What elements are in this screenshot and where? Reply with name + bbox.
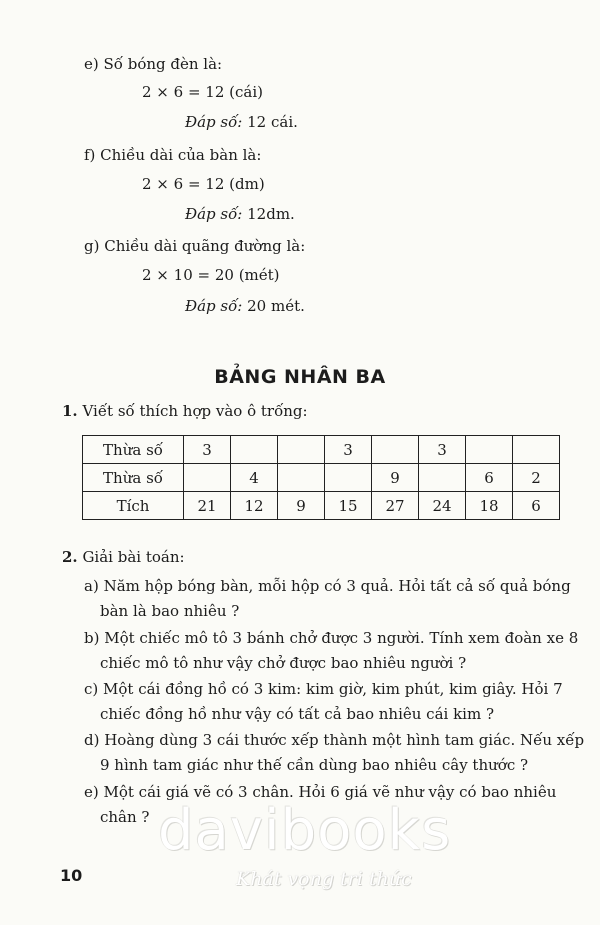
- answer-value: 12dm.: [247, 205, 295, 223]
- watermark-brand: davibooks: [158, 798, 452, 863]
- empty-cell[interactable]: [278, 436, 325, 464]
- section-title: BẢNG NHÂN BA: [214, 366, 386, 388]
- solution-f-label: f) Chiều dài của bàn là:: [84, 146, 262, 164]
- page-number: 10: [60, 866, 83, 885]
- problem-c: [84, 677, 584, 727]
- empty-cell[interactable]: [372, 436, 419, 464]
- problem-d: [84, 728, 584, 778]
- table-cell: 9: [372, 464, 419, 492]
- problem-line: 9 hình tam giác như thế cần dùng bao nhiêu cây thước ?: [100, 756, 529, 774]
- table-cell: 27: [372, 492, 419, 520]
- answer-value: 20 mét.: [247, 297, 305, 315]
- empty-cell[interactable]: [231, 436, 278, 464]
- solution-f-calc: 2 × 6 = 12 (dm): [142, 175, 265, 193]
- table-cell: 9: [278, 492, 325, 520]
- solution-f-answer: [185, 205, 295, 223]
- exercise-1-text: Viết số thích hợp vào ô trống:: [82, 402, 308, 420]
- answer-label: Đáp số:: [185, 113, 243, 131]
- problem-a: [84, 574, 584, 624]
- problem-line: d) Hoàng dùng 3 cái thước xếp thành một hình tam giác. Nếu xếp: [84, 731, 585, 749]
- problem-line: chân ?: [100, 808, 150, 826]
- row-header: Tích: [83, 492, 184, 520]
- answer-value: 12 cái.: [247, 113, 298, 131]
- empty-cell[interactable]: [466, 436, 513, 464]
- solution-e-calc: 2 × 6 = 12 (cái): [142, 83, 263, 101]
- problem-line: a) Năm hộp bóng bàn, mỗi hộp có 3 quả. Hỏi tất cả số quả bóng: [84, 577, 571, 595]
- empty-cell[interactable]: [513, 436, 560, 464]
- table-cell: 2: [513, 464, 560, 492]
- table-cell: 3: [325, 436, 372, 464]
- table-cell: 4: [231, 464, 278, 492]
- table-cell: 21: [184, 492, 231, 520]
- table-cell: 18: [466, 492, 513, 520]
- exercise-1-number: 1.: [62, 402, 78, 420]
- empty-cell[interactable]: [419, 464, 466, 492]
- table-cell: 24: [419, 492, 466, 520]
- empty-cell[interactable]: [325, 464, 372, 492]
- table-cell: 15: [325, 492, 372, 520]
- table-cell: 3: [184, 436, 231, 464]
- table-row: [83, 436, 560, 464]
- row-header: Thừa số: [83, 436, 184, 464]
- solution-e-label: e) Số bóng đèn là:: [84, 55, 223, 73]
- solution-g-answer: [185, 297, 305, 315]
- empty-cell[interactable]: [184, 464, 231, 492]
- problem-line: e) Một cái giá vẽ có 3 chân. Hỏi 6 giá vẽ như vậy có bao nhiêu: [84, 783, 557, 801]
- answer-label: Đáp số:: [185, 205, 243, 223]
- solution-g-label: g) Chiều dài quãng đường là:: [84, 237, 306, 255]
- exercise-2-text: Giải bài toán:: [82, 548, 185, 566]
- problem-line: chiếc mô tô như vậy chở được bao nhiêu người ?: [100, 654, 467, 672]
- table-cell: 6: [466, 464, 513, 492]
- exercise-2-number: 2.: [62, 548, 78, 566]
- exercise-2-heading: [62, 548, 185, 566]
- solution-e-answer: [185, 113, 298, 131]
- problem-line: bàn là bao nhiêu ?: [100, 602, 240, 620]
- problem-line: b) Một chiếc mô tô 3 bánh chở được 3 người. Tính xem đoàn xe 8: [84, 629, 579, 647]
- solution-g-calc: 2 × 10 = 20 (mét): [142, 266, 280, 284]
- row-header: Thừa số: [83, 464, 184, 492]
- exercise-1-heading: [62, 402, 308, 420]
- table-row: [83, 464, 560, 492]
- answer-label: Đáp số:: [185, 297, 243, 315]
- problem-line: c) Một cái đồng hồ có 3 kim: kim giờ, kim phút, kim giây. Hỏi 7: [84, 680, 563, 698]
- table-row: [83, 492, 560, 520]
- table-cell: 6: [513, 492, 560, 520]
- watermark-slogan: Khát vọng tri thức: [236, 868, 412, 890]
- multiplication-table: [82, 435, 560, 520]
- problem-b: [84, 626, 584, 676]
- table-cell: 12: [231, 492, 278, 520]
- problem-line: chiếc đồng hồ như vậy có tất cả bao nhiêu cái kim ?: [100, 705, 495, 723]
- table-cell: 3: [419, 436, 466, 464]
- empty-cell[interactable]: [278, 464, 325, 492]
